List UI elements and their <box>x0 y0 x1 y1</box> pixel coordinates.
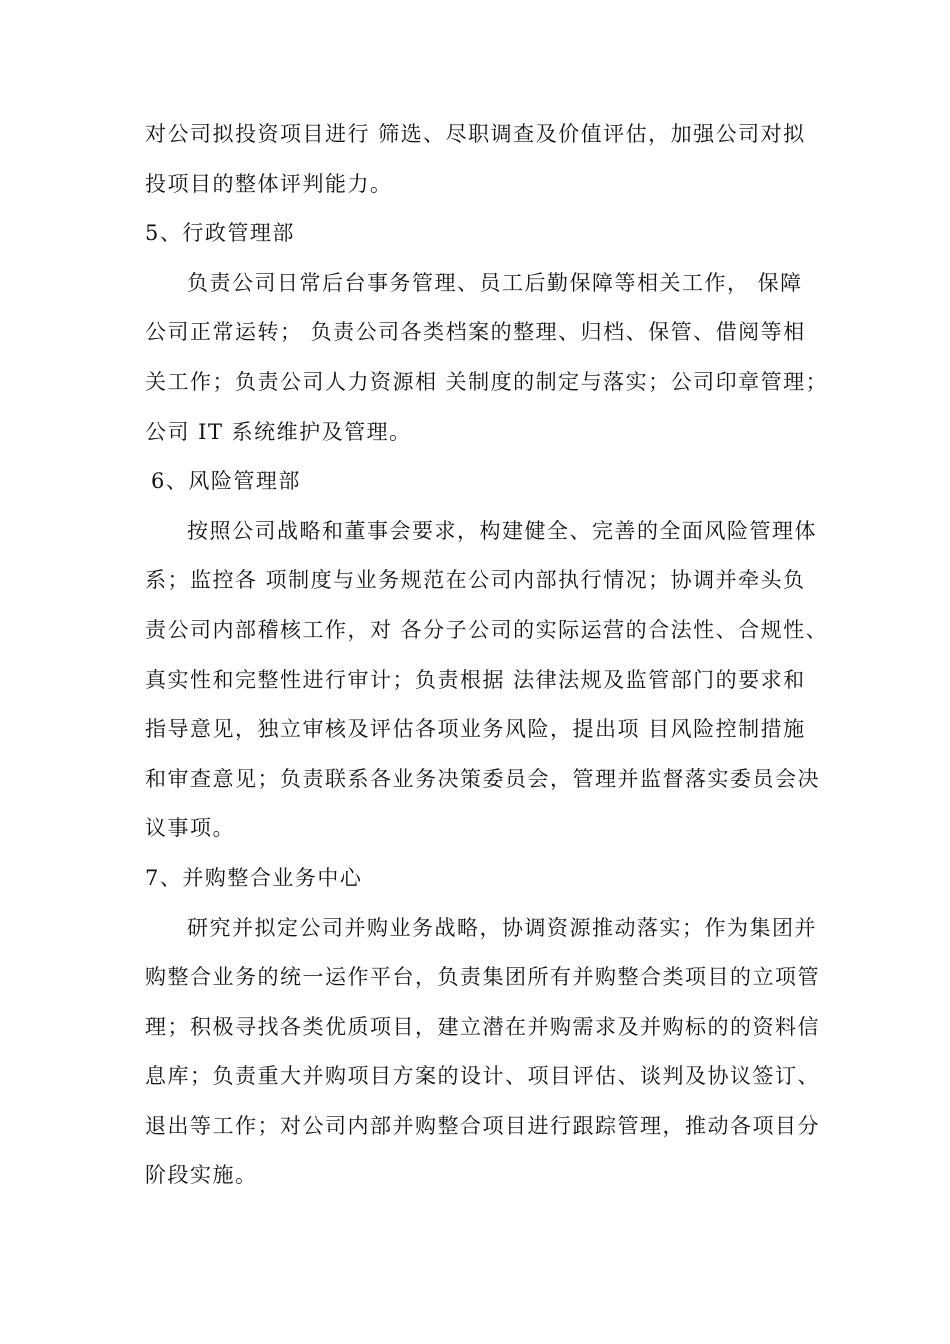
section-mna-line: 息库；负责重大并购项目方案的设计、项目评估、谈判及协议签订、 <box>145 1064 820 1089</box>
section-risk-line: 指导意见，独立审核及评估各项业务风险，提出项 目风险控制措施 <box>145 717 806 742</box>
section-risk-line: 真实性和完整性进行审计；负责根据 法律法规及监管部门的要求和 <box>145 667 806 692</box>
section-risk-line: 按照公司战略和董事会要求，构建健全、完善的全面风险管理体 <box>187 518 817 543</box>
section-mna-line: 退出等工作；对公司内部并购整合项目进行跟踪管理，推动各项目分 <box>145 1113 820 1138</box>
section-risk-line: 责公司内部稽核工作，对 各分子公司的实际运营的合法性、合规性、 <box>145 617 829 642</box>
document-body <box>145 110 829 1201</box>
section-heading-admin: 5、行政管理部 <box>145 221 295 246</box>
intro-line: 投项目的整体评判能力。 <box>145 171 393 196</box>
section-risk-line: 和审查意见；负责联系各业务决策委员会，管理并监督落实委员会决 <box>145 766 820 791</box>
section-mna-line: 理；积极寻找各类优质项目，建立潜在并购需求及并购标的的资料信 <box>145 1014 820 1039</box>
section-risk-line: 议事项。 <box>145 816 235 841</box>
section-mna-line: 阶段实施。 <box>145 1163 258 1188</box>
section-admin-line: 公司 IT 系统维护及管理。 <box>145 419 412 444</box>
section-admin-line: 关工作；负责公司人力资源相 关制度的制定与落实；公司印章管理； <box>145 369 829 394</box>
intro-line: 对公司拟投资项目进行 筛选、尽职调查及价值评估，加强公司对拟 <box>145 122 806 146</box>
section-heading-mna: 7、并购整合业务中心 <box>145 865 363 890</box>
section-risk-line: 系；监控各 项制度与业务规范在公司内部执行情况；协调并牵头负 <box>145 568 806 593</box>
section-mna-line: 研究并拟定公司并购业务战略，协调资源推动落实；作为集团并 <box>187 915 817 940</box>
section-admin-line: 负责公司日常后台事务管理、员工后勤保障等相关工作， 保障 <box>187 270 803 295</box>
section-heading-risk: 6、风险管理部 <box>151 469 301 494</box>
section-admin-line: 公司正常运转； 负责公司各类档案的整理、归档、保管、借阅等相 <box>145 320 806 345</box>
section-mna-line: 购整合业务的统一运作平台，负责集团所有并购整合类项目的立项管 <box>145 965 820 990</box>
